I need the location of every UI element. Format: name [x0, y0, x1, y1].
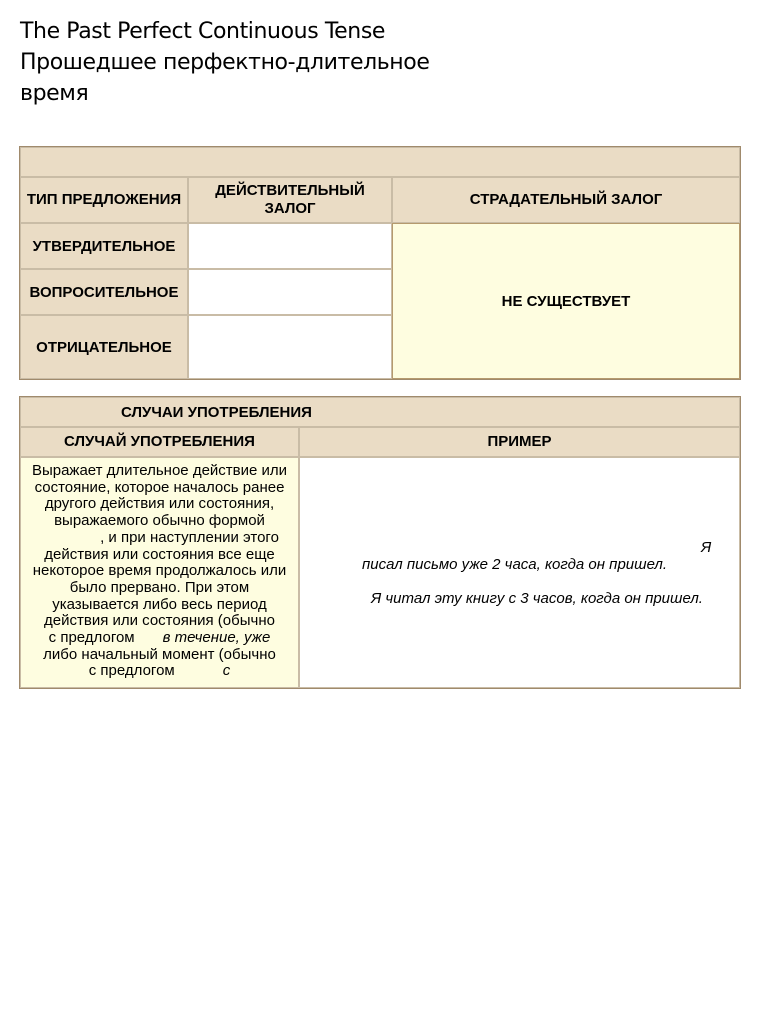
- forms-table-top-header: [20, 147, 740, 177]
- desc-line: [25, 630, 294, 647]
- desc-line: было прервано. При этом: [69, 578, 250, 596]
- desc-line: действия или состояния все еще: [44, 545, 275, 563]
- col-header-passive-voice: СТРАДАТЕЛЬНЫЙ ЗАЛОГ: [392, 177, 740, 223]
- desc-text: с предлогом: [88, 662, 175, 680]
- forms-table: [19, 146, 741, 380]
- usage-description: [20, 457, 299, 688]
- desc-line: Выражает длительное действие или: [31, 462, 288, 479]
- desc-italic-text: в течение, уже: [162, 629, 271, 647]
- usage-example: [299, 457, 740, 688]
- page-title: [20, 16, 540, 109]
- table-row: [20, 457, 740, 688]
- title-russian-line1: Прошедшее перфектно-длительное: [20, 50, 430, 75]
- row-label-interrogative: ВОПРОСИТЕЛЬНОЕ: [20, 269, 188, 315]
- active-affirmative-cell: [188, 223, 392, 269]
- passive-not-exists-text: НЕ СУЩЕСТВУЕТ: [501, 292, 631, 310]
- table-row: [20, 223, 740, 269]
- example-line: Я читал эту книгу с 3 часов, когда он пришел.: [371, 590, 703, 607]
- active-interrogative-cell: [188, 269, 392, 315]
- desc-line: , и при наступлении этого: [100, 528, 279, 546]
- row-label-affirmative: УТВЕРДИТЕЛЬНОЕ: [20, 223, 188, 269]
- col-header-sentence-type: ТИП ПРЕДЛОЖЕНИЯ: [20, 177, 188, 223]
- desc-line: указывается либо весь период: [52, 595, 267, 613]
- title-english: The Past Perfect Continuous Tense: [20, 19, 386, 44]
- col-header-active-voice: ДЕЙСТВИТЕЛЬНЫЙ ЗАЛОГ: [188, 177, 392, 223]
- example-line: Я: [701, 539, 712, 556]
- desc-line: выражаемого обычно формой: [54, 512, 265, 530]
- desc-text: с предлогом: [48, 629, 135, 647]
- col-header-example: ПРИМЕР: [299, 427, 740, 457]
- desc-line: либо начальный момент (обычно: [43, 645, 276, 663]
- active-negative-cell: [188, 315, 392, 379]
- desc-line: действия или состояния (обычно: [44, 612, 275, 630]
- col-header-usage-case: СЛУЧАЙ УПОТРЕБЛЕНИЯ: [20, 427, 299, 457]
- usage-table-caption: СЛУЧАИ УПОТРЕБЛЕНИЯ: [20, 397, 740, 427]
- usage-table: [19, 396, 741, 689]
- desc-line: [25, 663, 294, 680]
- example-line: писал письмо уже 2 часа, когда он пришел.: [362, 556, 668, 573]
- passive-not-exists-cell: [392, 223, 740, 379]
- desc-italic-text: с: [222, 662, 231, 680]
- title-russian-line2: время: [20, 81, 89, 106]
- desc-line: состояние, которое началось ранее: [34, 478, 285, 496]
- row-label-negative: ОТРИЦАТЕЛЬНОЕ: [20, 315, 188, 379]
- desc-line: другого действия или состояния,: [44, 495, 275, 513]
- desc-line: некоторое время продолжалось или: [32, 562, 287, 580]
